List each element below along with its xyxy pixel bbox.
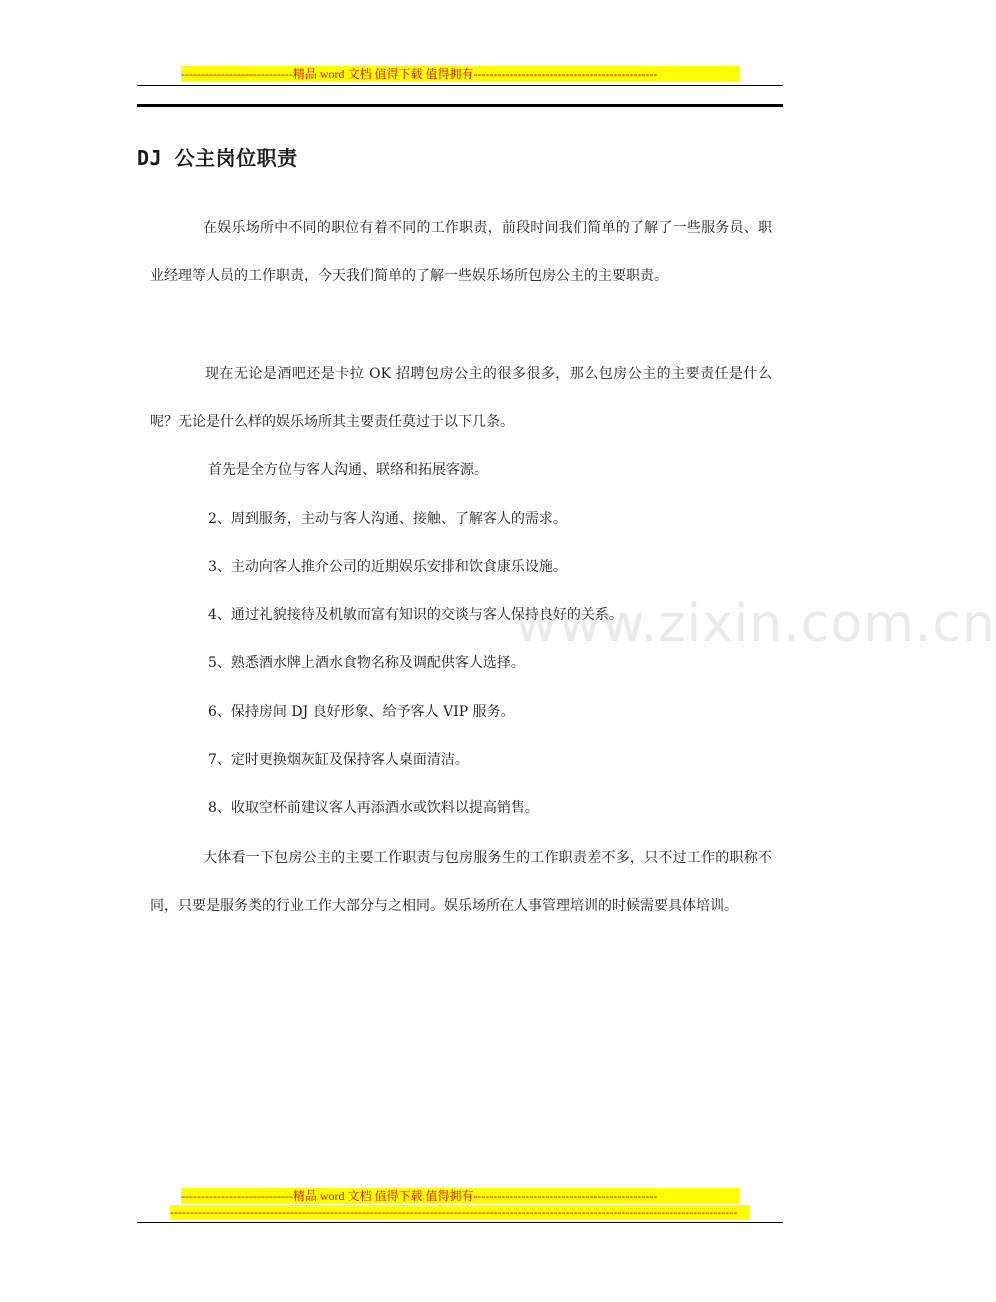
footer-rule [137,1222,783,1223]
list-item: 8、收取空杯前建议客人再添酒水或饮料以提高销售。 [208,800,539,816]
header-rule-thick [137,104,783,107]
header-rule-thin [137,85,783,86]
paragraph-intro: 在娱乐场所中不同的职位有着不同的工作职责，前段时间我们简单的了解了一些服务员、职业经理等人员的工作职责，今天我们简单的了解一些娱乐场所包房公主的主要职责。 [150,220,772,284]
footer-banner: ----------------------------精品 word 文档 值得下载 值得拥有---------------------------------------------- [181,1188,740,1204]
watermark: www.zixin.com.cn [515,594,996,654]
list-item: 7、定时更换烟灰缸及保持客人桌面清洁。 [208,752,469,768]
list-item: 6、保持房间 DJ 良好形象、给予客人 VIP 服务。 [208,704,515,720]
header-banner: ----------------------------精品 word 文档 值得下载 值得拥有---------------------------------------------- [181,66,740,82]
list-item: 5、熟悉酒水牌上酒水食物名称及调配供客人选择。 [208,655,525,671]
footer-dashes: ---------------------------------------------------------------------------------------------------------------------------------------------- [170,1205,750,1219]
document-title: DJ 公主岗位职责 [137,146,298,170]
list-item: 2、周到服务，主动与客人沟通、接触、了解客人的需求。 [208,511,567,527]
paragraph-question: 现在无论是酒吧还是卡拉 OK 招聘包房公主的很多很多，那么包房公主的主要责任是什么呢？无论是什么样的娱乐场所其主要责任莫过于以下几条。 [150,366,772,430]
list-item: 首先是全方位与客人沟通、联络和拓展客源。 [208,462,488,478]
list-item: 3、主动向客人推介公司的近期娱乐安排和饮食康乐设施。 [208,559,567,575]
list-item: 4、通过礼貌接待及机敏而富有知识的交谈与客人保持良好的关系。 [208,607,623,623]
paragraph-summary: 大体看一下包房公主的主要工作职责与包房服务生的工作职责差不多，只不过工作的职称不同，只要是服务类的行业工作大部分与之相同。娱乐场所在人事管理培训的时候需要具体培训。 [150,850,772,914]
